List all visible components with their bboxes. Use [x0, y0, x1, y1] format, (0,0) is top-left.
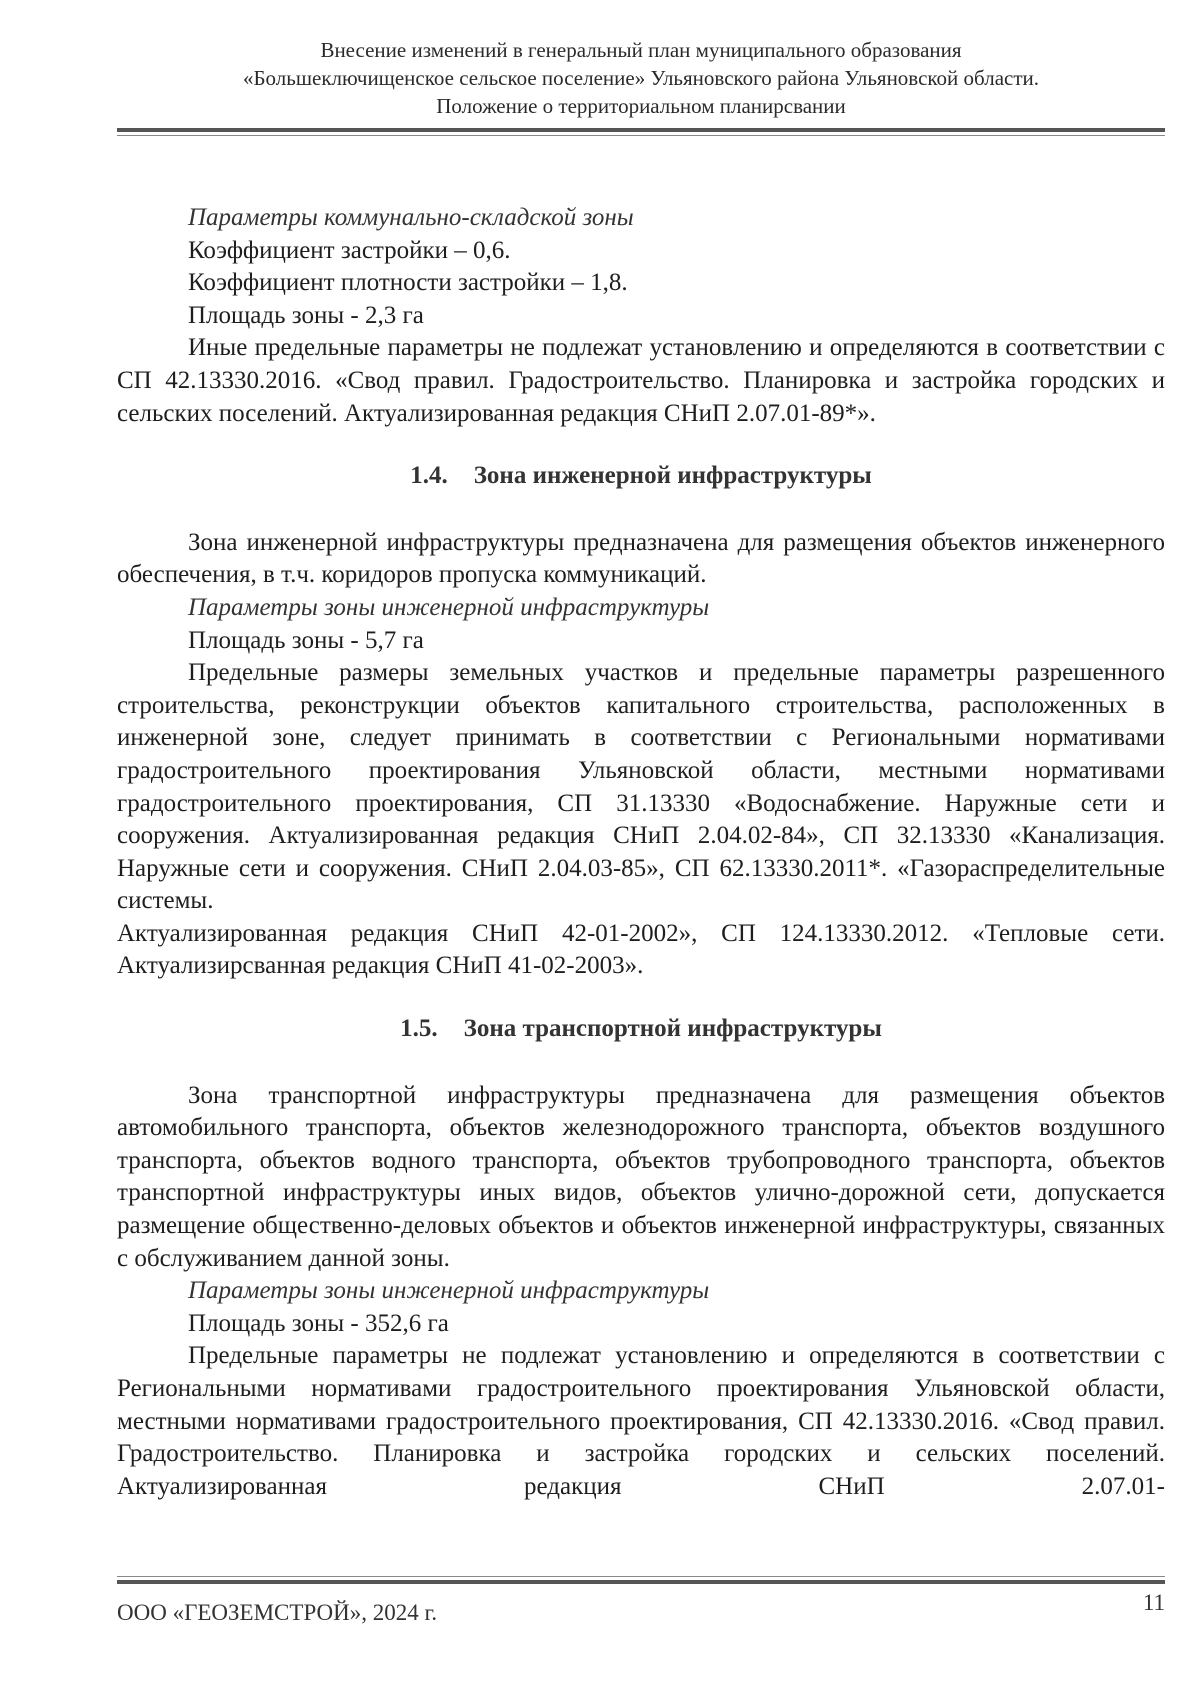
header-rule: [117, 128, 1165, 134]
storage-coef-density: Коэффициент плотности застройки – 1,8.: [188, 269, 628, 297]
page-number: 11: [1142, 1590, 1165, 1615]
section-1-5-intro: Зона транспортной инфраструктуры предназначена для размещения объектов автомобильного транспорта, объектов железнодорожного транспорта, объектов воздушного транспорта, объектов водного транспорта, объектов трубопроводного транспорта, объектов транспортной инфраструктуры иных видов, объектов улично-дорожной сети, допускается размещение общественно-деловых объектов и объектов инженерной инфраструктуры, связанных с обслуживанием данной зоны.: [117, 1081, 1165, 1272]
header-line-2: «Большеключищенское сельское поселение» Ульяновского района Ульяновской области.: [242, 66, 1039, 90]
section-1-5-area: Площадь зоны - 352,6 га: [188, 1309, 449, 1337]
section-1-4-params-title: Параметры зоны инженерной инфраструктуры: [188, 593, 710, 621]
storage-area: Площадь зоны - 2,3 га: [188, 301, 424, 329]
section-1-4-limits-b: Актуализированная редакция СНиП 42-01-2002», СП 124.13330.2012. «Тепловые сети. Актуализирсванная редакция СНиП 41-02-2003».: [117, 919, 1165, 980]
section-1-5-limits: Предельные параметры не подлежат установлению и определяются в соответствии с Региональными нормативами градостроительного проектирования Ульяновской области, местными нормативами градостроительного проектирования, СП 42.13330.2016. «Свод правил. Градостроительство. Планировка и застройка городских и сельских поселений. Актуализированная редакция СНиП 2.07.01-: [117, 1342, 1165, 1500]
footer-rule: [117, 1576, 1165, 1582]
section-1-5-heading: [117, 1013, 1165, 1046]
storage-params-title: Параметры коммунально-складской зоны: [188, 204, 634, 231]
section-1-4-number: 1.4.: [410, 462, 448, 490]
storage-other-params: Иные предельные параметры не подлежат установлению и определяются в соответствии с СП 42.13330.2016. «Свод правил. Градостроительство. Планировка и застройка городских и сельских поселений. Актуализированная редакция СНиП 2.07.01-89*».: [117, 334, 1165, 427]
section-1-4-area: Площадь зоны - 5,7 га: [188, 626, 424, 654]
storage-coef-build: Коэффициент застройки – 0,6.: [188, 236, 511, 264]
section-1-4-intro: Зона инженерной инфраструктуры предназначена для размещения объектов инженерного обеспечения, в т.ч. коридоров пропуска коммуникаций.: [117, 528, 1165, 589]
header-line-3: Положение о территориальном планирсвании: [436, 94, 846, 118]
page-header: [117, 36, 1165, 120]
section-1-4-limits-a: Предельные размеры земельных участков и предельные параметры разрешенного строительства, реконструкции объектов капитального строительства, расположенных в инженерной зоне, следует принимать в соответствии с Региональными нормативами градостроительного проектирования Ульяновской области, местными нормативами градостроительного проектирования, СП 31.13330 «Водоснабжение. Наружные сети и сооружения. Актуализированная редакция СНиП 2.04.02-84», СП 32.13330 «Канализация. Наружные сети и сооружения. СНиП 2.04.03-85», СП 62.13330.2011*. «Газораспределительные системы.: [117, 659, 1165, 915]
section-1-5-title: Зона транспортной инфраструктуры: [463, 1015, 882, 1043]
section-1-4-title: Зона инженерной инфраструктуры: [473, 462, 872, 490]
document-body: [117, 202, 1165, 1503]
section-1-4-heading: [117, 460, 1165, 493]
footer-company: ООО «ГЕОЗЕМСТРОЙ», 2024 г.: [117, 1600, 438, 1625]
header-line-1: Внесение изменений в генеральный план муниципального образования: [320, 38, 962, 62]
section-1-5-params-title: Параметры зоны инженерной инфраструктуры: [188, 1277, 710, 1305]
section-1-5-number: 1.5.: [400, 1015, 438, 1043]
